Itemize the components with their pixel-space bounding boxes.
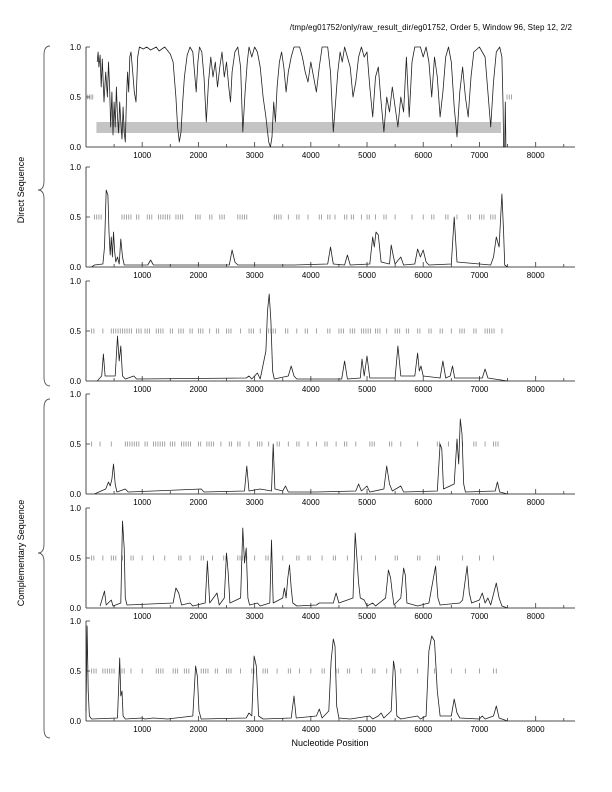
y-tick-label: 0.0 [69, 490, 81, 499]
x-tick-label: 8000 [526, 725, 545, 734]
x-tick-label: 7000 [470, 498, 489, 507]
y-tick-label: 0.5 [69, 327, 81, 336]
panel-complementary-frame-1 [70, 390, 575, 507]
x-tick-label: 4000 [301, 151, 320, 160]
x-tick-label: 1000 [133, 385, 152, 394]
y-tick-label: 0.0 [69, 717, 81, 726]
x-tick-label: 1000 [133, 271, 152, 280]
x-tick-label: 3000 [245, 725, 264, 734]
probability-trace [97, 294, 507, 381]
x-tick-label: 2000 [189, 151, 208, 160]
x-tick-label: 3000 [245, 151, 264, 160]
x-tick-label: 6000 [414, 612, 433, 621]
x-tick-label: 2000 [189, 498, 208, 507]
x-tick-label: 3000 [245, 385, 264, 394]
x-tick-label: 7000 [470, 385, 489, 394]
orf-marker-row [92, 442, 498, 447]
x-tick-label: 1000 [133, 725, 152, 734]
panel-complementary-frame-3 [70, 617, 575, 734]
y-tick-label: 1.0 [69, 390, 81, 399]
probability-trace [86, 626, 508, 721]
orf-marker-row [94, 215, 495, 220]
x-tick-label: 1000 [133, 498, 152, 507]
threshold-band [96, 122, 501, 133]
x-tick-label: 6000 [414, 498, 433, 507]
complementary-sequence-group-label: Complementary Sequence [16, 499, 26, 607]
x-tick-label: 2000 [189, 271, 208, 280]
y-tick-label: 0.0 [69, 143, 81, 152]
complementary-sequence-brace [38, 399, 50, 738]
y-tick-label: 0.5 [69, 93, 81, 102]
x-tick-label: 6000 [414, 271, 433, 280]
x-tick-label: 8000 [526, 151, 545, 160]
x-tick-label: 8000 [526, 385, 545, 394]
orf-marker-row [92, 329, 502, 334]
y-tick-label: 0.5 [69, 667, 81, 676]
x-tick-label: 6000 [414, 151, 433, 160]
x-tick-label: 5000 [358, 498, 376, 507]
x-tick-label: 4000 [301, 271, 320, 280]
y-tick-label: 0.5 [69, 213, 81, 222]
panel-direct-frame-1 [70, 43, 575, 160]
x-axis-label: Nucleotide Position [291, 738, 369, 748]
x-tick-label: 7000 [470, 271, 489, 280]
orf-marker-row [88, 95, 512, 100]
panel-direct-frame-3 [70, 277, 575, 394]
x-tick-label: 4000 [301, 498, 320, 507]
x-tick-label: 8000 [526, 498, 545, 507]
x-tick-label: 5000 [358, 385, 376, 394]
x-tick-label: 3000 [245, 498, 264, 507]
x-tick-label: 3000 [245, 612, 264, 621]
x-tick-label: 2000 [189, 725, 208, 734]
x-tick-label: 7000 [470, 612, 489, 621]
y-tick-label: 1.0 [69, 43, 81, 52]
y-tick-label: 1.0 [69, 163, 81, 172]
x-tick-label: 1000 [133, 612, 152, 621]
y-tick-label: 1.0 [69, 277, 81, 286]
plot-title: /tmp/eg01752/only/raw_result_dir/eg01752, Order 5, Window 96, Step 12, 2/2 [289, 23, 572, 32]
orf-marker-row [92, 669, 497, 674]
x-tick-label: 5000 [358, 725, 376, 734]
x-tick-label: 7000 [470, 725, 489, 734]
x-tick-label: 5000 [358, 271, 376, 280]
x-tick-label: 8000 [526, 612, 545, 621]
x-tick-label: 4000 [301, 612, 320, 621]
y-tick-label: 0.0 [69, 377, 81, 386]
y-tick-label: 0.5 [69, 554, 81, 563]
probability-trace [100, 521, 508, 608]
x-tick-label: 5000 [358, 612, 376, 621]
x-tick-label: 4000 [301, 385, 320, 394]
probability-trace [92, 190, 508, 267]
y-tick-label: 0.5 [69, 440, 81, 449]
x-tick-label: 7000 [470, 151, 489, 160]
y-tick-label: 1.0 [69, 617, 81, 626]
y-tick-label: 1.0 [69, 504, 81, 513]
direct-sequence-group-label: Direct Sequence [16, 156, 26, 224]
x-tick-label: 6000 [414, 725, 433, 734]
x-tick-label: 4000 [301, 725, 320, 734]
x-tick-label: 8000 [526, 271, 545, 280]
y-tick-label: 0.0 [69, 263, 81, 272]
x-tick-label: 1000 [133, 151, 152, 160]
direct-sequence-brace [38, 46, 50, 386]
x-tick-label: 6000 [414, 385, 433, 394]
y-tick-label: 0.0 [69, 604, 81, 613]
panel-complementary-frame-2 [70, 504, 575, 621]
x-tick-label: 5000 [358, 151, 376, 160]
panel-direct-frame-2 [70, 163, 575, 280]
x-tick-label: 2000 [189, 612, 208, 621]
probability-trace [94, 419, 507, 494]
orf-marker-row [92, 556, 494, 561]
x-tick-label: 2000 [189, 385, 208, 394]
x-tick-label: 3000 [245, 271, 264, 280]
